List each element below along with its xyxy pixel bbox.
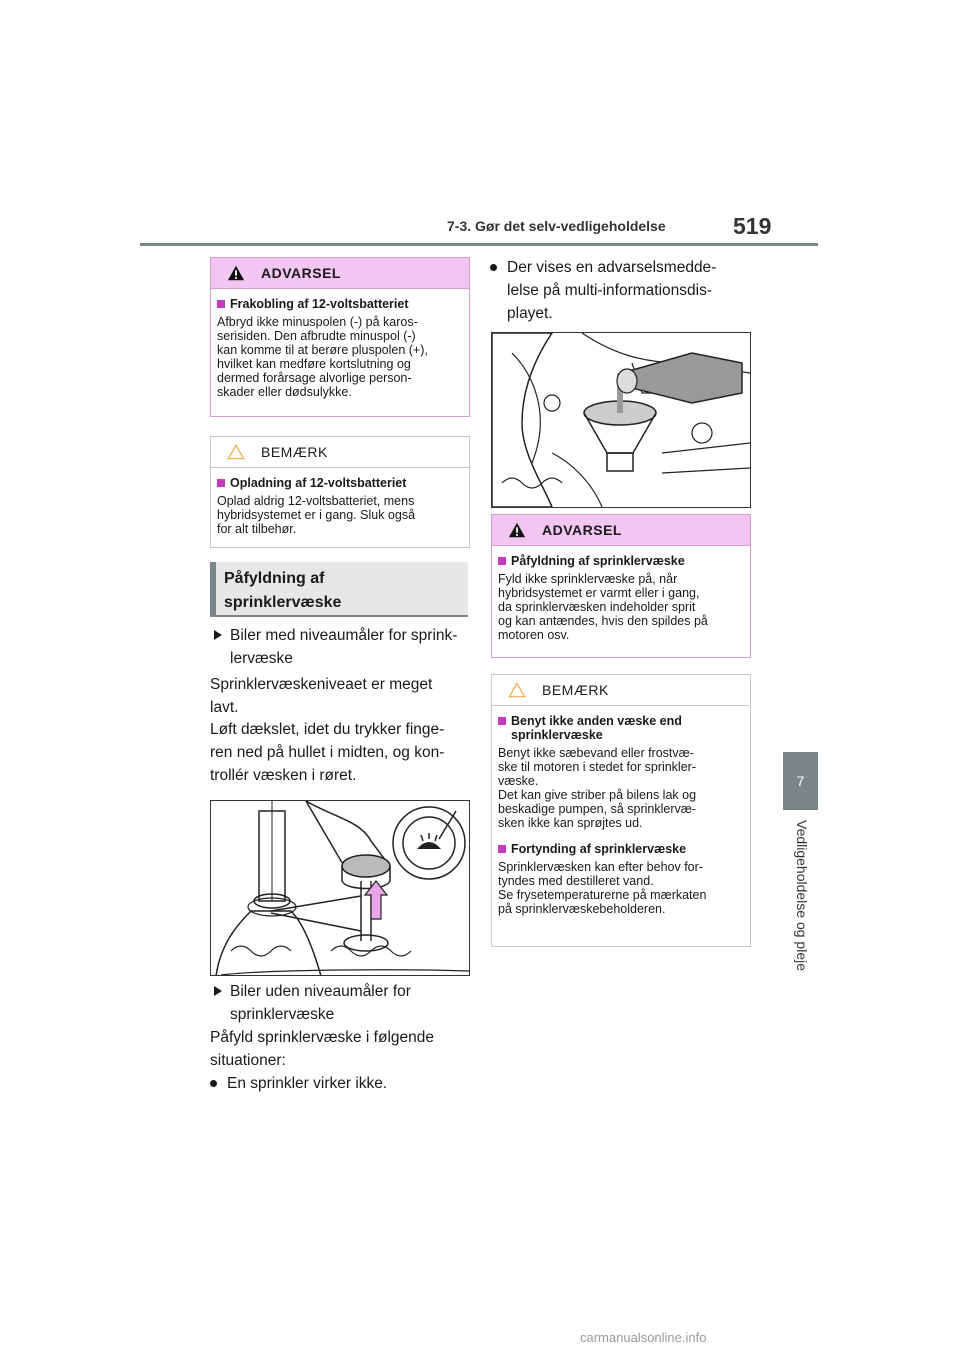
caution-triangle-outline-icon bbox=[227, 443, 245, 461]
caution-triangle-outline-icon bbox=[508, 681, 526, 699]
note-subtitle: Opladning af 12-voltsbatteriet bbox=[217, 476, 463, 490]
note-box-charging bbox=[210, 436, 470, 548]
note-subtitle-2: Fortynding af sprinklervæske bbox=[498, 842, 744, 856]
watermark: carmanualsonline.info bbox=[580, 1330, 707, 1345]
section-title: Påfyldning af sprinklervæske bbox=[224, 570, 342, 611]
paragraph-level-low: Sprinklervæskeniveaet er meget lavt. bbox=[210, 676, 433, 716]
square-bullet-icon bbox=[498, 717, 506, 725]
warning-subtitle: Påfyldning af sprinklervæske bbox=[498, 554, 744, 568]
round-bullet-icon bbox=[490, 264, 497, 271]
warning-title: ADVARSEL bbox=[542, 522, 622, 538]
warning-text: Afbryd ikke minuspolen (-) på karos- serisiden. Den afbrudte minuspol (-) kan komme til at berøre pluspolen (+), hvilket kan medføre kortslutning og dermed forårsage alvorlige person- skader eller dødsulykke. bbox=[217, 315, 428, 399]
chapter-side-label bbox=[780, 820, 820, 990]
paragraph-check-instructions: Løft dækslet, idet du trykker finge- ren ned på hullet i midten, og kon- trollér væsken i røret. bbox=[210, 721, 445, 784]
bullet-without-gauge: Biler uden niveaumåler for sprinklervæske bbox=[214, 980, 470, 1026]
note-title: BEMÆRK bbox=[542, 682, 609, 698]
warning-triangle-icon bbox=[227, 264, 245, 282]
paragraph-fill-situations: Påfyld sprinklervæske i følgende situationer: bbox=[210, 1029, 434, 1069]
header-divider bbox=[140, 243, 818, 246]
triangle-bullet-icon bbox=[214, 986, 222, 996]
warning-box-washer-fluid bbox=[491, 514, 751, 658]
warning-subtitle: Frakobling af 12-voltsbatteriet bbox=[217, 297, 463, 311]
warning-title: ADVARSEL bbox=[261, 265, 341, 281]
square-bullet-icon bbox=[217, 479, 225, 487]
note-header bbox=[211, 437, 469, 468]
warning-box-battery bbox=[210, 257, 470, 417]
chapter-number: 7 bbox=[796, 773, 805, 789]
chapter-label: Vedligeholdelse og pleje bbox=[794, 820, 810, 972]
warning-header bbox=[492, 515, 750, 546]
note-title: BEMÆRK bbox=[261, 444, 328, 460]
warning-triangle-icon bbox=[508, 521, 526, 539]
chapter-tab bbox=[783, 752, 818, 810]
section-header: 7-3. Gør det selv-vedligeholdelse bbox=[447, 218, 666, 234]
dot-bullet-sprinkler: En sprinkler virker ikke. bbox=[210, 1072, 470, 1095]
note-text-1: Benyt ikke sæbevand eller frostvæ- ske til motoren i stedet for sprinkler- væske. Det kan give striber på bilens lak og beskadige pumpen, så sprinklervæ- sken ikke kan sprøjtes ud. bbox=[498, 746, 697, 830]
figure-washer-reservoir-gauge bbox=[210, 800, 470, 976]
round-bullet-icon bbox=[210, 1080, 217, 1087]
bullet-with-gauge: Biler med niveaumåler for sprink- lervæske bbox=[214, 624, 470, 670]
warning-text: Fyld ikke sprinklervæske på, når hybridsystemet er varmt eller i gang, da sprinklervæsken indeholder sprit og kan antændes, hvis den spildes på motoren osv. bbox=[498, 572, 708, 642]
square-bullet-icon bbox=[217, 300, 225, 308]
page-number: 519 bbox=[733, 213, 772, 239]
section-heading bbox=[210, 562, 468, 617]
warning-header bbox=[211, 258, 469, 289]
note-text-2: Sprinklervæsken kan efter behov for- tyndes med destilleret vand. Se frysetemperaturerne på mærkaten på sprinklervæskebeholderen. bbox=[498, 860, 707, 916]
note-subtitle-1: Benyt ikke anden væske end sprinklervæske bbox=[498, 714, 744, 742]
reservoir-illustration bbox=[211, 801, 469, 975]
note-box-washer-fluid bbox=[491, 674, 751, 947]
dot-bullet-warning-message: Der vises en advarselsmedde- lelse på multi-informationsdis- playet. bbox=[490, 256, 752, 325]
square-bullet-icon bbox=[498, 557, 506, 565]
note-text: Oplad aldrig 12-voltsbatteriet, mens hybridsystemet er i gang. Sluk også for alt tilbehør. bbox=[217, 494, 416, 536]
square-bullet-icon bbox=[498, 845, 506, 853]
filling-illustration bbox=[492, 333, 750, 507]
note-header bbox=[492, 675, 750, 706]
triangle-bullet-icon bbox=[214, 630, 222, 640]
figure-filling-washer-fluid bbox=[491, 332, 751, 508]
